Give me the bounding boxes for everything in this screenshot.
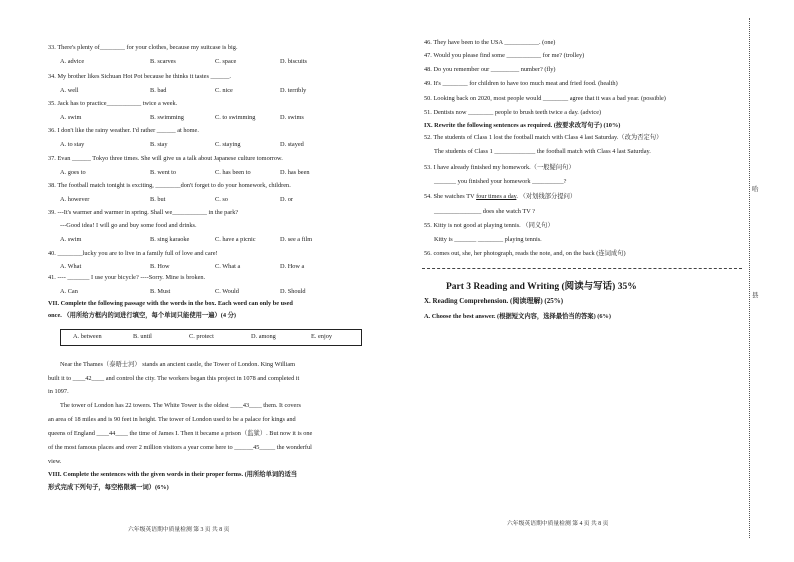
q40-option-b: B. How — [150, 263, 170, 270]
question-48: 48. Do you remember our _________ number? (fly) — [424, 66, 556, 73]
section-9-title: IX. Rewrite the following sentences as required. (按要求改写句子) (10%) — [424, 122, 621, 129]
question-47: 47. Would you please find some ___________ for me? (trolley) — [424, 52, 585, 59]
q41-option-c: C. Would — [215, 288, 239, 295]
passage-line-8: view. — [48, 458, 62, 465]
question-54-prefix: 54. She watches TV — [424, 193, 477, 200]
q33-option-c: C. space — [215, 58, 237, 65]
q38-option-a: A. however — [60, 196, 90, 203]
question-53-answer: _______ you finished your homework __________? — [434, 178, 567, 185]
q35-option-a: A. swim — [60, 114, 82, 121]
question-36: 36. I don't like the rainy weather. I'd rather ______ at home. — [48, 127, 199, 134]
section-8-title: VIII. Complete the sentences with the given words in their proper forms. (用所给单词的适当 — [48, 471, 298, 478]
question-37: 37. Evan ______ Tokyo three times. She will give us a talk about Japanese culture tomorrow. — [48, 155, 283, 162]
section-10-title: X. Reading Comprehension. (阅读理解) (25%) — [424, 297, 564, 305]
q40-option-d: D. How a — [280, 263, 305, 270]
question-49: 49. It's ________ for children to have too much meat and fried food. (health) — [424, 80, 618, 87]
question-54-answer: _______________ does she watch TV ? — [434, 208, 536, 215]
q34-option-c: C. nice — [215, 87, 233, 94]
q35-option-c: C. to swimming — [215, 114, 256, 121]
q37-option-d: D. has been — [280, 169, 310, 176]
page-footer-left: 六年级英语期中质量检测 第 3 页 共 8 页 — [128, 527, 230, 533]
passage-line-1: Near the Thames（泰晤士河） stands an ancient castle, the Tower of London. King William — [60, 361, 296, 368]
question-39: 39. ---It's warmer and warmer in spring. Shall we___________ in the park? — [48, 209, 239, 216]
q36-option-d: D. stayed — [280, 141, 304, 148]
q33-option-a: A. advice — [60, 58, 85, 65]
section-8-title-cont: 形式完成下列句子，每空格限填一词）(6%) — [48, 484, 169, 491]
section-7-title-cont: once. （用所给方框内的词进行填空，每个单词只能使用一遍）(4 分) — [48, 312, 237, 319]
q37-option-a: A. goes to — [60, 169, 86, 176]
answer-line — [422, 268, 742, 269]
q39-option-d: D. see a film — [280, 236, 313, 243]
question-34: 34. My brother likes Sichuan Hot Pot because he thinks it tastes ______. — [48, 73, 231, 80]
question-52: 52. The students of Class 1 lost the football match with Class 4 last Saturday.（改为否定句） — [424, 134, 663, 141]
question-41: 41. ---- _______ I use your bicycle? ----Sorry. Mine is broken. — [48, 274, 206, 281]
q38-option-d: D. or — [280, 196, 293, 203]
passage-line-5: an area of 18 miles and is 90 feet in height. The tower of London used to be a palace for kings and — [48, 416, 296, 423]
passage-line-2: built it to ____42____ and control the city. The workers began this project in 1078 and completed it — [48, 375, 300, 382]
word-box — [60, 329, 362, 346]
binding-label-bottom: 县 — [752, 292, 759, 299]
word-option-b: B. until — [133, 333, 152, 340]
q34-option-d: D. terribly — [280, 87, 307, 94]
q37-option-c: C. has been to — [215, 169, 251, 176]
page-footer-right: 六年级英语期中质量检测 第 4 页 共 8 页 — [507, 521, 609, 527]
q39-option-a: A. swim — [60, 236, 82, 243]
word-option-c: C. protect — [189, 333, 214, 340]
q34-option-b: B. bad — [150, 87, 167, 94]
q36-option-c: C. staying — [215, 141, 241, 148]
question-50: 50. Looking back on 2020, most people would ________ agree that it was a bad year. (possible) — [424, 95, 666, 102]
word-option-a: A. between — [73, 333, 102, 340]
question-54-underlined: four times a day — [476, 193, 517, 200]
question-53: 53. I have already finished my homework.（一般疑问句） — [424, 164, 575, 171]
question-55-answer: Kitty is _______ ________ playing tennis. — [434, 236, 542, 243]
binding-label-top: 哈 — [752, 186, 759, 193]
question-54-suffix: . （对划线部分提问） — [516, 193, 577, 200]
q36-option-a: A. to stay — [60, 141, 85, 148]
q40-option-c: C. What a — [215, 263, 241, 270]
question-46: 46. They have been to the USA ___________. (one) — [424, 39, 556, 46]
q34-option-a: A. well — [60, 87, 79, 94]
question-33: 33. There's plenty of________ for your clothes, because my suitcase is big. — [48, 44, 238, 51]
section-a-title: A. Choose the best answer. (根据短文内容，选择最恰当的答案) (6%) — [424, 313, 611, 320]
word-option-e: E. enjoy — [311, 333, 332, 340]
q41-option-d: D. Should — [280, 288, 306, 295]
q38-option-c: C. so — [215, 196, 228, 203]
question-56: 56. comes out, she, her photograph, reads the note, and, on the back (连词成句) — [424, 250, 626, 257]
q33-option-d: D. biscuits — [280, 58, 307, 65]
question-38: 38. The football match tonight is exciting, ________don't forget to do your homework, children. — [48, 182, 291, 189]
passage-line-3: in 1097. — [48, 388, 69, 395]
question-40: 40. ________lucky you are to live in a family full of love and care! — [48, 250, 218, 257]
q37-option-b: B. went to — [150, 169, 177, 176]
q40-option-a: A. What — [60, 263, 82, 270]
q33-option-b: B. scarves — [150, 58, 176, 65]
question-55: 55. Kitty is not good at playing tennis. （同义句） — [424, 222, 554, 229]
passage-line-7: of the most famous places and over 2 million visitors a year come here to ______45_____ the wonderful — [48, 444, 312, 451]
word-option-d: D. among — [251, 333, 276, 340]
question-54 — [424, 193, 576, 201]
q39-option-c: C. have a picnic — [215, 236, 256, 243]
question-52-answer: The students of Class 1 _____________ the football match with Class 4 last Saturday. — [434, 148, 651, 155]
section-7-title: VII. Complete the following passage with the words in the box. Each word can only be used — [48, 300, 293, 307]
q41-option-a: A. Can — [60, 288, 78, 295]
question-51: 51. Dentists now ________ people to brush teeth twice a day. (advice) — [424, 109, 602, 116]
q38-option-b: B. but — [150, 196, 166, 203]
q35-option-b: B. swimming — [150, 114, 184, 121]
question-35: 35. Jack has to practice___________ twice a week. — [48, 100, 178, 107]
question-39-reply: ---Good idea! I will go and buy some food and drinks. — [60, 222, 197, 229]
q39-option-b: B. sing karaoke — [150, 236, 190, 243]
passage-line-4: The tower of London has 22 towers. The White Tower is the oldest ____43____ them. It covers — [60, 402, 301, 409]
passage-line-6: queens of England ____44____ the time of James I. Then it became a prison（监狱）. But now it is one — [48, 430, 313, 437]
q36-option-b: B. stay — [150, 141, 168, 148]
q35-option-d: D. swims — [280, 114, 304, 121]
part-3-heading: Part 3 Reading and Writing (阅读与写话) 35% — [446, 282, 637, 292]
q41-option-b: B. Must — [150, 288, 171, 295]
binding-margin — [749, 18, 750, 538]
